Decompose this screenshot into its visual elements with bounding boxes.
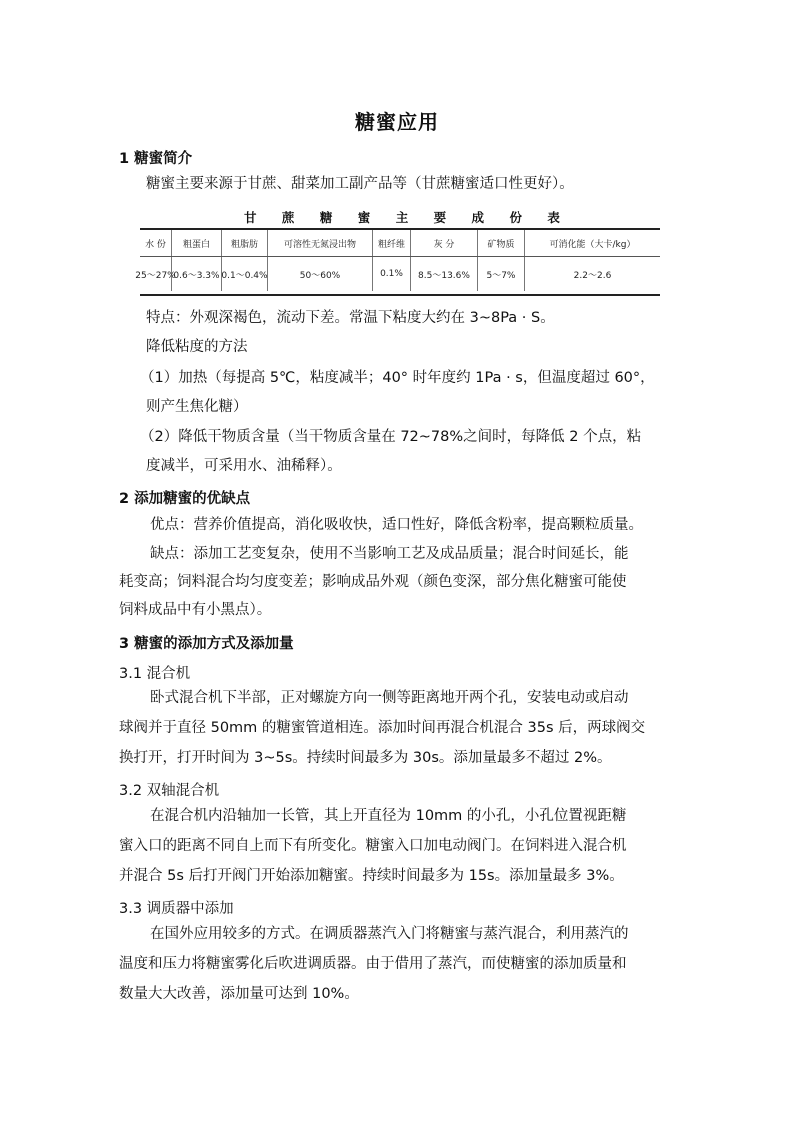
s31-line-3: 换打开，打开时间为 3~5s。持续时间最多为 30s。添加量最多不超过 2%。 (119, 750, 612, 766)
section-1-heading: 1 糖蜜简介 (119, 151, 193, 167)
table-cell: 0.6～3.3% (172, 257, 222, 291)
pros-text: 优点：营养价值提高，消化吸收快，适口性好，降低含粉率，提高颗粒质量。 (150, 517, 643, 533)
table-cell: 50～60% (268, 257, 373, 291)
cons-line-3: 饲料成品中有小黑点）。 (119, 602, 272, 618)
section-3-3-heading: 3.3 调质器中添加 (119, 901, 234, 917)
table-header-cell: 可溶性无氮浸出物 (268, 230, 373, 256)
table-title (140, 208, 660, 224)
table-header-cell: 水 份 (140, 230, 172, 256)
s33-line-2: 温度和压力将糖蜜雾化后吹进调质器。由于借用了蒸汽，而使糖蜜的添加质量和 (119, 956, 627, 972)
table-cell: 8.5～13.6% (411, 257, 478, 291)
table-header-cell: 灰 分 (411, 230, 478, 256)
s32-line-3: 并混合 5s 后打开阀门开始添加糖蜜。持续时间最多为 15s。添加量最多 3%。 (119, 868, 624, 884)
table-header-cell: 可消化能（大卡/kg） (549, 239, 636, 250)
composition-table (135, 228, 660, 296)
table-header-cell: 矿物质 (478, 230, 525, 256)
table-cell: 0.1～0.4% (222, 257, 268, 291)
table-cell: 2.2～2.6 (573, 270, 612, 281)
method-1-line-2: 则产生焦化糖） (146, 399, 248, 415)
table-title-char: 成 (471, 210, 485, 225)
table-cell: 25～27% (140, 257, 172, 291)
section-2-heading: 2 添加糖蜜的优缺点 (119, 491, 251, 507)
section-3-2-heading: 3.2 双轴混合机 (119, 783, 220, 799)
table-header-row (140, 230, 660, 257)
table-title-char: 要 (433, 210, 447, 225)
table-row (135, 257, 660, 291)
table-title-char: 表 (547, 210, 560, 225)
feature-text: 特点：外观深褐色，流动下差。常温下粘度大约在 3~8Pa · S。 (146, 310, 555, 326)
cons-line-2: 耗变高；饲料混合均匀度变差；影响成品外观（颜色变深，部分焦化糖蜜可能使 (119, 574, 627, 590)
table-title-char: 甘 (244, 210, 257, 225)
method-1-line-1: （1）加热（每提高 5℃，粘度减半；40° 时年度约 1Pa · s，但温度超过 60°， (140, 370, 655, 386)
s32-line-2: 蜜入口的距离不同自上而下有所变化。糖蜜入口加电动阀门。在饲料进入混合机 (119, 838, 627, 854)
method-heading: 降低粘度的方法 (146, 339, 248, 355)
method-2-line-2: 度减半，可采用水、油稀释）。 (146, 458, 342, 474)
table-header-cell: 粗纤维 (373, 230, 411, 256)
table-header-cell: 粗蛋白 (172, 230, 222, 256)
table-cell: 5～7% (478, 257, 525, 291)
document-title: 糖蜜应用 (355, 110, 439, 134)
s32-line-1: 在混合机内沿轴加一长管，其上开直径为 10mm 的小孔，小孔位置视距糖 (150, 808, 627, 824)
section-3-1-heading: 3.1 混合机 (119, 666, 191, 682)
table-title-char: 主 (395, 210, 409, 225)
s31-line-2: 球阀并于直径 50mm 的糖蜜管道相连。添加时间再混合机混合 35s 后，两球阀交 (119, 720, 646, 736)
table-title-char: 份 (509, 210, 522, 225)
table-title-char: 糖 (319, 210, 333, 225)
table-title-char: 蜜 (357, 210, 371, 225)
table-title-char: 蔗 (281, 210, 295, 225)
s33-line-3: 数量大大改善，添加量可达到 10%。 (119, 986, 359, 1002)
section-1-intro: 糖蜜主要来源于甘蔗、甜菜加工副产品等（甘蔗糖蜜适口性更好）。 (146, 176, 574, 192)
s33-line-1: 在国外应用较多的方式。在调质器蒸汽入门将糖蜜与蒸汽混合，利用蒸汽的 (150, 926, 629, 942)
s31-line-1: 卧式混合机下半部，正对螺旋方向一侧等距离地开两个孔，安装电动或启动 (150, 690, 629, 706)
table-cell: 0.1% (373, 257, 411, 291)
section-3-heading: 3 糖蜜的添加方式及添加量 (119, 636, 294, 652)
cons-line-1: 缺点：添加工艺变复杂，使用不当影响工艺及成品质量；混合时间延长，能 (150, 546, 629, 562)
table-header-cell: 粗脂肪 (222, 230, 268, 256)
method-2-line-1: （2）降低干物质含量（当干物质含量在 72~78%之间时，每降低 2 个点，粘 (140, 429, 642, 445)
